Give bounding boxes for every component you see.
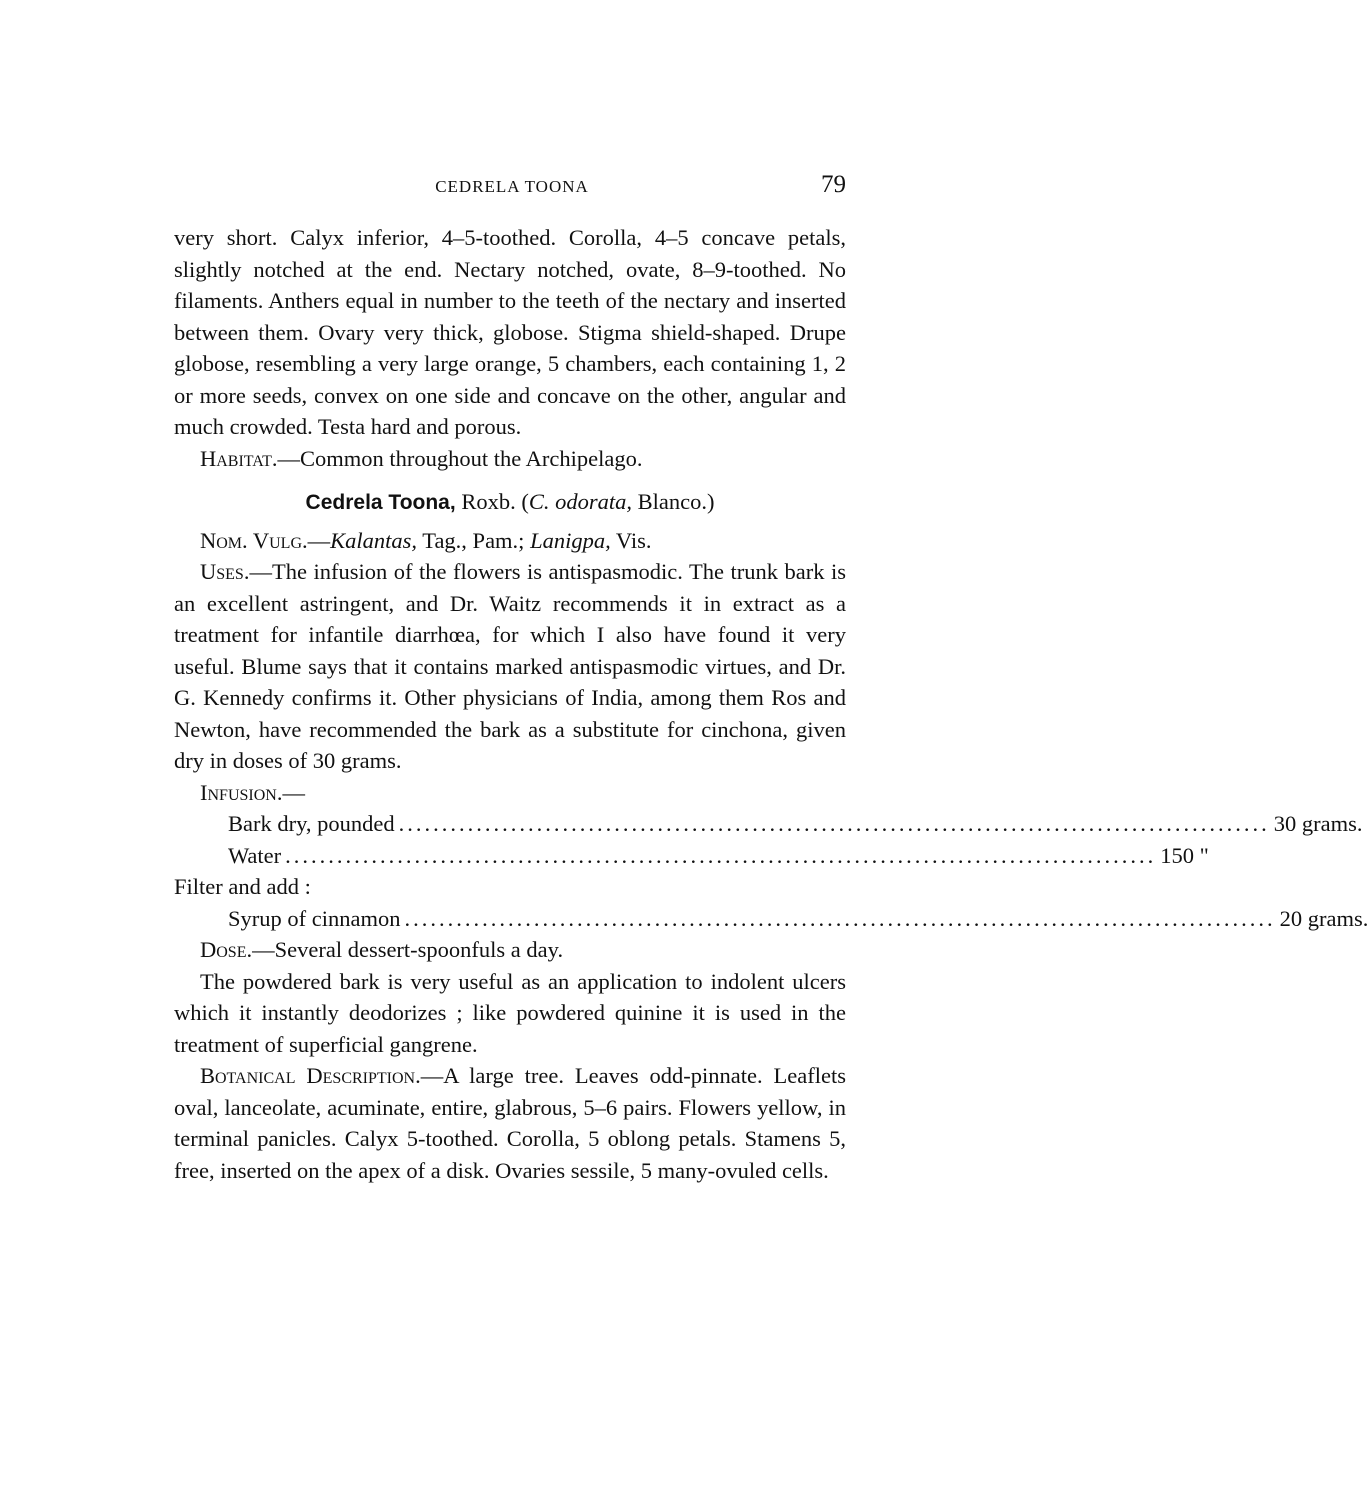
botanical-text: A large tree. Leaves odd-pinnate. Leaflets oval, lanceolate, acuminate, entire, glabrous, 5–6 pairs. Flowers yellow, in terminal panicles. Calyx 5-toothed. Corolla, 5 oblong petals. Stamens 5, free, inserted on the apex of a disk. Ovaries sessile, 5 many-ovuled cells.	[174, 1063, 847, 1183]
habitat-text: Common throughout the Archipelago.	[299, 445, 643, 471]
uses-paragraph	[174, 556, 846, 777]
dot-leader: .....................................................................................................	[398, 811, 1270, 836]
uses-label: Uses.—	[200, 559, 272, 584]
intro-paragraph: very short. Calyx inferior, 4–5-toothed. Corolla, 4–5 concave petals, slightly notched at the end. Nectary notched, ovate, 8–9-toothed. No filaments. Anthers equal in number to the teeth of the nectary and inserted between them. Ovary very thick, globose. Stigma shield-shaped. Drupe globose, resembling a very large orange, 5 chambers, each containing 1, 2 or more seeds, convex on one side and concave on the other, angular and much crowded. Testa hard and porous.	[174, 225, 846, 439]
species-author: Roxb.	[461, 489, 516, 514]
species-heading	[174, 486, 846, 519]
habitat-label: Habitat.—	[200, 445, 300, 471]
powdered-bark-paragraph: The powdered bark is very useful as an application to indolent ulcers which it instantly deodorizes ; like powdered quinine it is used in the treatment of superficial gangrene.	[174, 968, 846, 1057]
recipe-quantity: 150 "	[1160, 842, 1209, 868]
botanical-paragraph	[174, 1060, 846, 1186]
dose-label: Dose.—	[200, 937, 275, 962]
running-head: CEDRELA TOONA	[435, 177, 589, 196]
recipe-ingredient: Water	[228, 842, 282, 868]
nom-vulg-paragraph	[174, 525, 846, 557]
infusion-label: Infusion.—	[200, 779, 305, 805]
dot-leader: .....................................................................................................	[285, 842, 1157, 868]
body-text	[174, 222, 1368, 1186]
recipe-ingredient: Bark dry, pounded	[228, 811, 395, 836]
uses-text: The infusion of the flowers is antispasmodic. The trunk bark is an excellent astringent, and Dr. Waitz recommends it in extract as a treatment for infantile diarrhœa, for which I also have found it very useful. Blume says that it contains marked antispasmodic virtues, and Dr. G. Kennedy confirms it. Other physicians of India, among them Ros and Newton, have recommended the bark as a substitute for cinchona, given dry in doses of 30 grams.	[174, 559, 846, 773]
nom-vulg-label: Nom. Vulg.—	[200, 527, 331, 553]
dose-text: Several dessert-spoonfuls a day.	[274, 937, 564, 962]
habitat-paragraph	[174, 443, 846, 475]
botanical-label: Botanical Description.—	[200, 1063, 444, 1088]
recipe-line	[228, 903, 1368, 935]
vernacular-regions-1: Tag., Pam.;	[422, 527, 525, 553]
recipe-line	[228, 840, 1209, 872]
vernacular-name-1: Kalantas,	[330, 527, 418, 553]
recipe-quantity: 30 grams.	[1273, 811, 1363, 836]
infusion-heading	[174, 777, 846, 809]
page-header	[174, 171, 850, 201]
species-open-paren: (	[521, 489, 529, 514]
vernacular-regions-2: Vis.	[615, 527, 652, 553]
filter-instruction: Filter and add :	[174, 874, 311, 899]
species-synonym-author: Blanco.)	[637, 489, 715, 514]
recipe-quantity: 20 grams.	[1279, 905, 1368, 931]
recipe-ingredient: Syrup of cinnamon	[228, 905, 401, 931]
species-name: Cedrela Toona,	[305, 491, 456, 514]
dose-paragraph	[174, 934, 846, 966]
recipe-line	[228, 808, 1363, 840]
dot-leader: .....................................................................................................	[404, 905, 1276, 931]
species-synonym: C. odorata,	[528, 489, 632, 514]
vernacular-name-2: Lanigpa,	[530, 527, 611, 553]
page-number: 79	[821, 171, 846, 198]
